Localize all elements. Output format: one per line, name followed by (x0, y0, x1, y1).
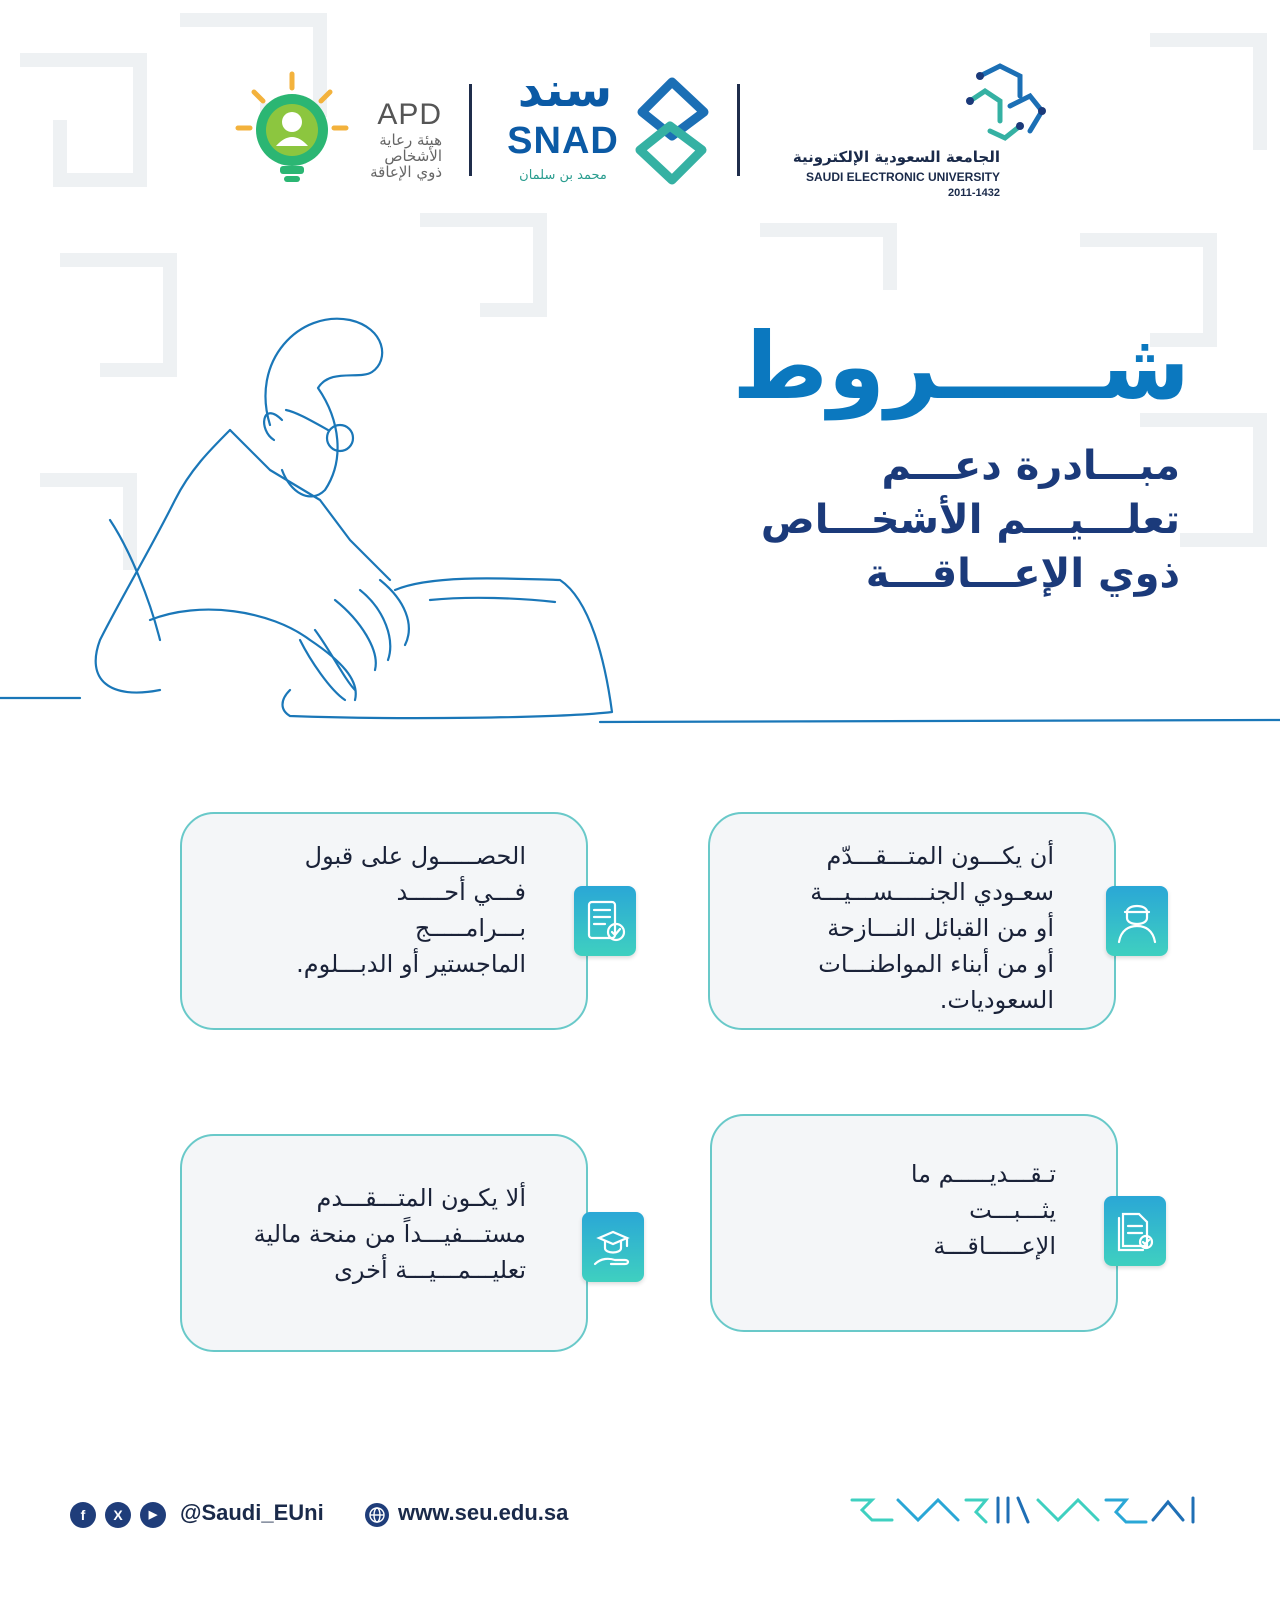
seu-ar-name: الجامعة السعودية الإلكترونية (792, 148, 1000, 166)
page-title: شـــــروط (732, 313, 1190, 420)
file-check-icon (1104, 1196, 1166, 1266)
condition-line: أو من القبائل النـــازحة (827, 914, 1054, 942)
condition-line: أن يكـــون المتـــقـــدّم (826, 842, 1054, 870)
condition-card-nationality (708, 812, 1116, 1030)
condition-text (216, 1180, 526, 1288)
condition-line: السعوديات. (939, 986, 1054, 1014)
social-handle[interactable]: @Saudi_EUni (180, 1500, 324, 1525)
snad-en: SNAD (507, 120, 619, 162)
snad-ar: سند (517, 62, 613, 118)
condition-card-disability-proof (710, 1114, 1118, 1332)
condition-line: يثـــبـــت (969, 1196, 1056, 1224)
apd-ar-line-1: هيئة رعاية (379, 131, 442, 149)
condition-line: فـــي أحـــــد (396, 878, 526, 906)
seu-en-name: SAUDI ELECTRONIC UNIVERSITY (805, 170, 1000, 184)
condition-card-acceptance (180, 812, 588, 1030)
condition-line: الإعـــــاقـــة (933, 1232, 1056, 1260)
snad-subtitle: محمد بن سلمان (519, 168, 607, 183)
youtube-icon[interactable]: ▶ (140, 1502, 166, 1528)
graduate-hand-icon (582, 1212, 644, 1282)
apd-ar-line-3: ذوي الإعاقة (370, 163, 442, 181)
condition-line: سعـودي الجنـــــســـيـــة (810, 878, 1054, 906)
condition-text (216, 838, 526, 982)
apd-en: APD (377, 98, 442, 131)
x-icon[interactable]: X (105, 1502, 131, 1528)
condition-line: الماجستير أو الدبـــلوم. (296, 950, 526, 978)
title-line-3: ذوي الإعـــاقـــة (865, 551, 1180, 597)
person-icon (1106, 886, 1168, 956)
title-line-2: تعلـــيـــم الأشخـــاص (760, 497, 1180, 543)
condition-line: أو من أبناء المواطنـــات (818, 950, 1054, 978)
snad-mark-icon (632, 76, 710, 186)
facebook-icon[interactable]: f (70, 1502, 96, 1528)
website-link[interactable]: www.seu.edu.sa (398, 1500, 569, 1525)
condition-line: مستـــفيـــداً من منحة مالية (253, 1220, 526, 1248)
condition-line: تعليـــمـــيـــة أخرى (334, 1256, 526, 1284)
seu-footer-pattern (848, 1490, 1208, 1530)
seu-circuit-logo (960, 56, 1050, 146)
condition-text (746, 1156, 1056, 1264)
seu-years: 2011-1432 (948, 187, 1000, 199)
condition-card-no-other-grant (180, 1134, 588, 1352)
condition-line: تـقـــديـــــم ما (910, 1160, 1056, 1188)
title-line-1: مبـــادرة دعـــم (881, 443, 1180, 489)
document-check-icon (574, 886, 636, 956)
apd-bulb-logo (232, 70, 352, 190)
apd-wordmark (352, 98, 442, 180)
condition-line: الحصـــــول على قبول (304, 842, 526, 870)
condition-line: بـــرامـــــج (414, 914, 526, 942)
logo-divider-2 (737, 84, 740, 176)
apd-ar-line-2: الأشخاص (384, 147, 442, 165)
globe-icon (364, 1502, 390, 1528)
logo-divider-1 (469, 84, 472, 176)
condition-text (744, 838, 1054, 1018)
condition-line: ألا يكـون المتـــقـــدم (316, 1184, 526, 1212)
